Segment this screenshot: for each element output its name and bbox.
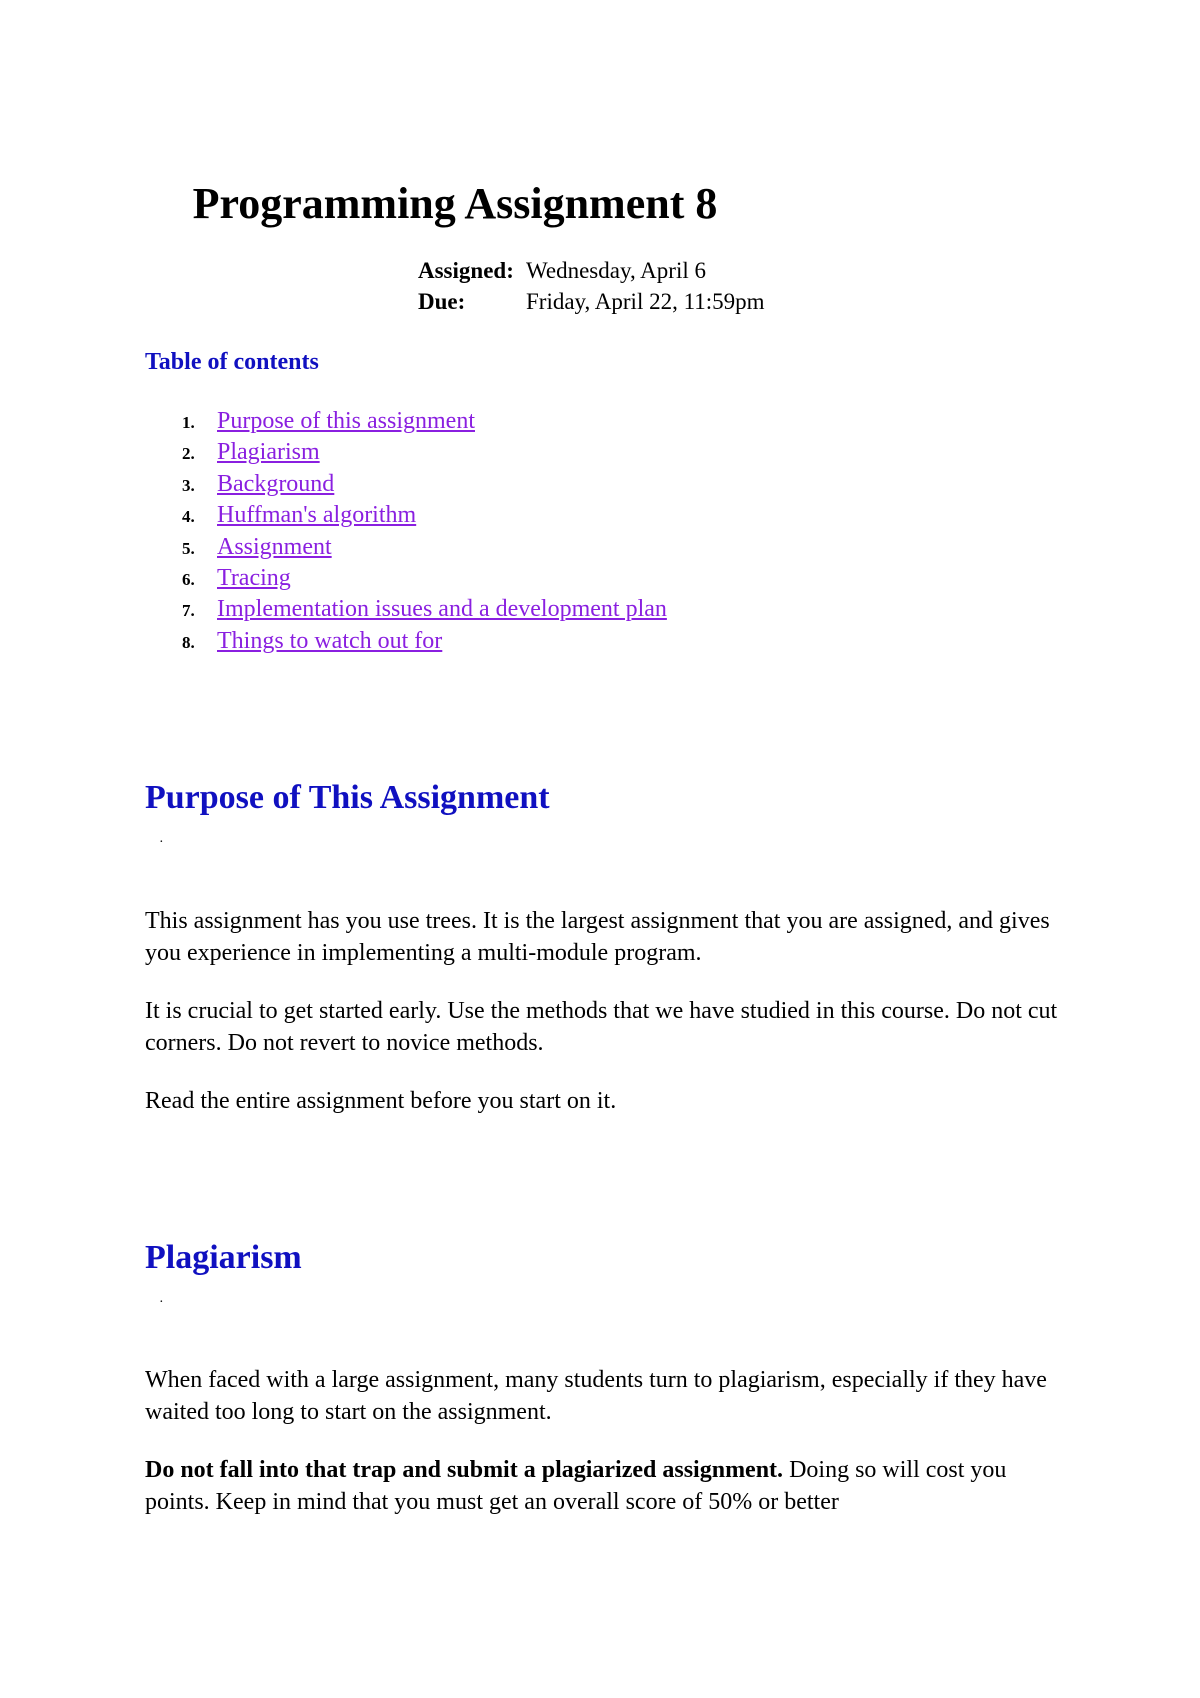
- toc-link-huffman[interactable]: Huffman's algorithm: [217, 502, 417, 529]
- toc-item: [145, 626, 667, 657]
- toc-number: 3.: [182, 475, 195, 495]
- toc-item: [145, 532, 667, 563]
- assignment-dates: [418, 255, 765, 317]
- toc-link-assignment[interactable]: Assignment: [217, 533, 332, 560]
- purpose-paragraph-1: This assignment has you use trees. It is the largest assignment that you are assigned, and gives you experience in implementing a multi-module program.: [145, 908, 1050, 966]
- toc-number: 7.: [182, 601, 195, 621]
- purpose-paragraph-2: It is crucial to get started early. Use the methods that we have studied in this course. Do not cut corners. Do not revert to novice methods.: [145, 998, 1058, 1056]
- toc-item: [145, 563, 667, 594]
- toc-number: 8.: [182, 632, 195, 652]
- page-title: Programming Assignment 8: [192, 179, 718, 228]
- toc-number: 2.: [182, 444, 195, 464]
- assigned-value: Wednesday, April 6: [526, 257, 706, 283]
- toc-number: 4.: [182, 507, 195, 527]
- toc-item: [145, 469, 667, 500]
- purpose-paragraph-3: Read the entire assignment before you start on it.: [145, 1088, 617, 1114]
- toc-number: 6.: [182, 569, 195, 589]
- toc-link-background[interactable]: Background: [217, 470, 335, 497]
- plagiarism-paragraph-1: When faced with a large assignment, many students turn to plagiarism, especially if they have waited too long to start on the assignment.: [145, 1367, 1047, 1425]
- toc-number: 5.: [182, 538, 195, 558]
- plagiarism-warning: Do not fall into that trap and submit a plagiarized assignment.: [145, 1457, 784, 1483]
- toc-item: [145, 594, 667, 625]
- toc-link-plagiarism[interactable]: Plagiarism: [217, 439, 320, 466]
- toc-item: [145, 500, 667, 531]
- table-of-contents: [145, 406, 667, 657]
- section-marker: ·: [159, 1295, 164, 1310]
- section-heading-plagiarism: Plagiarism: [145, 1239, 302, 1276]
- section-marker: ·: [159, 835, 164, 850]
- plagiarism-paragraph-2-rest: Doing so will cost you points. Keep in mind that you must get an overall score of 50% or better: [145, 1457, 1007, 1515]
- toc-link-tracing[interactable]: Tracing: [217, 564, 291, 591]
- assigned-row: [418, 255, 765, 286]
- plagiarism-paragraph-2: [145, 1455, 1075, 1518]
- due-row: [418, 286, 765, 317]
- toc-number: 1.: [182, 413, 195, 432]
- section-heading-purpose: Purpose of This Assignment: [145, 779, 550, 816]
- toc-link-purpose[interactable]: Purpose of this assignment: [217, 408, 475, 434]
- toc-item: [145, 406, 667, 437]
- due-label: Due:: [418, 288, 466, 314]
- toc-item: [145, 437, 667, 468]
- toc-link-implementation[interactable]: Implementation issues and a development plan: [217, 596, 667, 623]
- assigned-label: Assigned:: [418, 257, 514, 283]
- due-value: Friday, April 22, 11:59pm: [526, 288, 765, 314]
- toc-link-watch-out[interactable]: Things to watch out for: [217, 627, 443, 654]
- toc-heading: Table of contents: [145, 349, 319, 375]
